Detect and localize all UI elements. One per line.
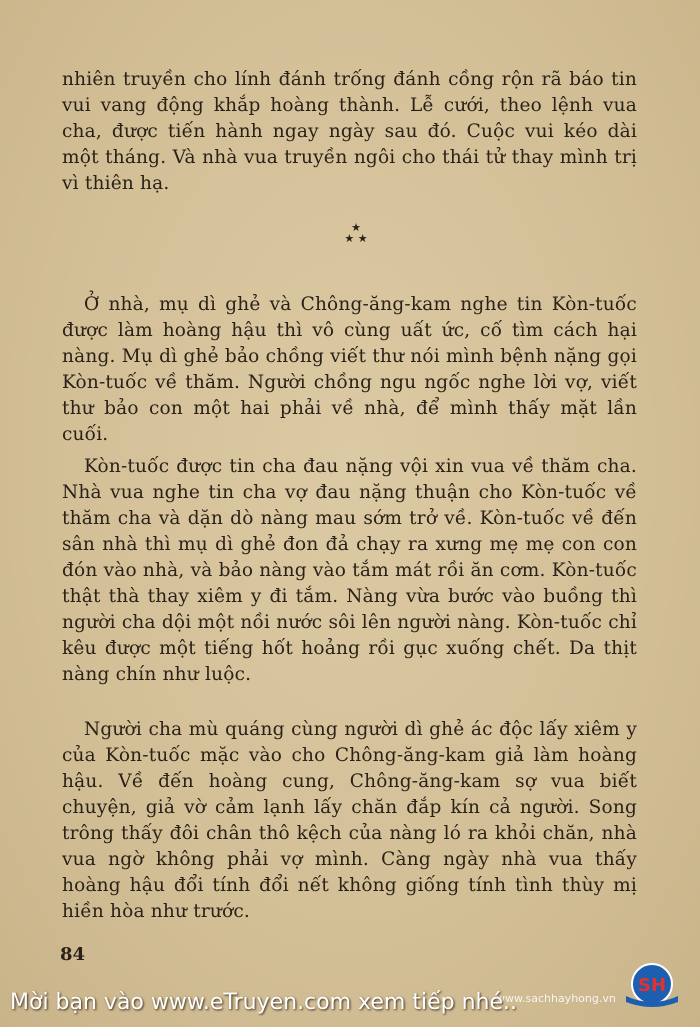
paragraph-4 — [62, 717, 637, 925]
paragraph-2 — [62, 292, 637, 448]
publisher-logo-icon — [622, 962, 682, 1010]
logo-text: SH — [637, 975, 667, 996]
paragraph-text: Người cha mù quáng cùng người dì ghẻ ác độc lấy xiêm y của Kòn-tuốc mặc vào cho Chông-ăng-kam giả làm hoàng hậu. Về đến hoàng cung, Chông-ăng-kam sợ vua biết chuyện, giả vờ cảm lạnh lấy chăn đắp kín cả người. Song trông thấy đôi chân thô kệch của nàng ló ra khỏi chăn, nhà vua ngờ không phải vợ mình. Càng ngày nhà vua thấy hoàng hậu đổi tính đổi nết không giống tính tình thùy mị hiền hòa như trước. — [62, 719, 637, 922]
paragraph-3 — [62, 454, 637, 688]
star-icon: ★ — [344, 232, 355, 245]
site-mark: www.sachhayhong.vn — [496, 992, 616, 1005]
star-icon: ★ — [357, 232, 368, 245]
paragraph-text: Kòn-tuốc được tin cha đau nặng vội xin vua về thăm cha. Nhà vua nghe tin cha vợ đau nặng thuận cho Kòn-tuốc về thăm cha và dặn dò nàng mau sớm trở về. Kòn-tuốc về đến sân nhà thì mụ dì ghẻ đon đả chạy ra xưng mẹ mẹ con con đón vào nhà, và bảo nàng vào tắm mát rồi ăn cơm. Kòn-tuốc thật thà thay xiêm y đi tắm. Nàng vừa bước vào buồng thì người cha dội một nồi nước sôi lên người nàng. Kòn-tuốc chỉ kêu được một tiếng hốt hoảng rồi gục xuống chết. Da thịt nàng chín như luộc. — [62, 456, 637, 685]
star-icon: ★ — [351, 221, 361, 234]
page-number: 84 — [60, 944, 86, 965]
paragraph-text: Ở nhà, mụ dì ghẻ và Chông-ăng-kam nghe tin Kòn-tuốc được làm hoàng hậu thì vô cùng uất ức, cố tìm cách hại nàng. Mụ dì ghẻ bảo chồng viết thư nói mình bệnh nặng gọi Kòn-tuốc về thăm. Người chồng ngu ngốc nghe lời vợ, viết thư bảo con một hai phải về nhà, để mình thấy mặt lần cuối. — [62, 294, 637, 445]
paragraph-text: nhiên truyền cho lính đánh trống đánh cồng rộn rã báo tin vui vang động khắp hoàng thành. Lễ cưới, theo lệnh vua cha, được tiến hành ngay ngày sau đó. Cuộc vui kéo dài một tháng. Và nhà vua truyền ngôi cho thái tử thay mình trị vì thiên hạ. — [62, 69, 637, 194]
promo-watermark[interactable]: Mời bạn vào www.eTruyen.com xem tiếp nhé.. — [10, 990, 517, 1015]
separator-stars — [338, 222, 374, 244]
section-separator — [338, 222, 374, 248]
paragraph-1 — [62, 67, 637, 197]
